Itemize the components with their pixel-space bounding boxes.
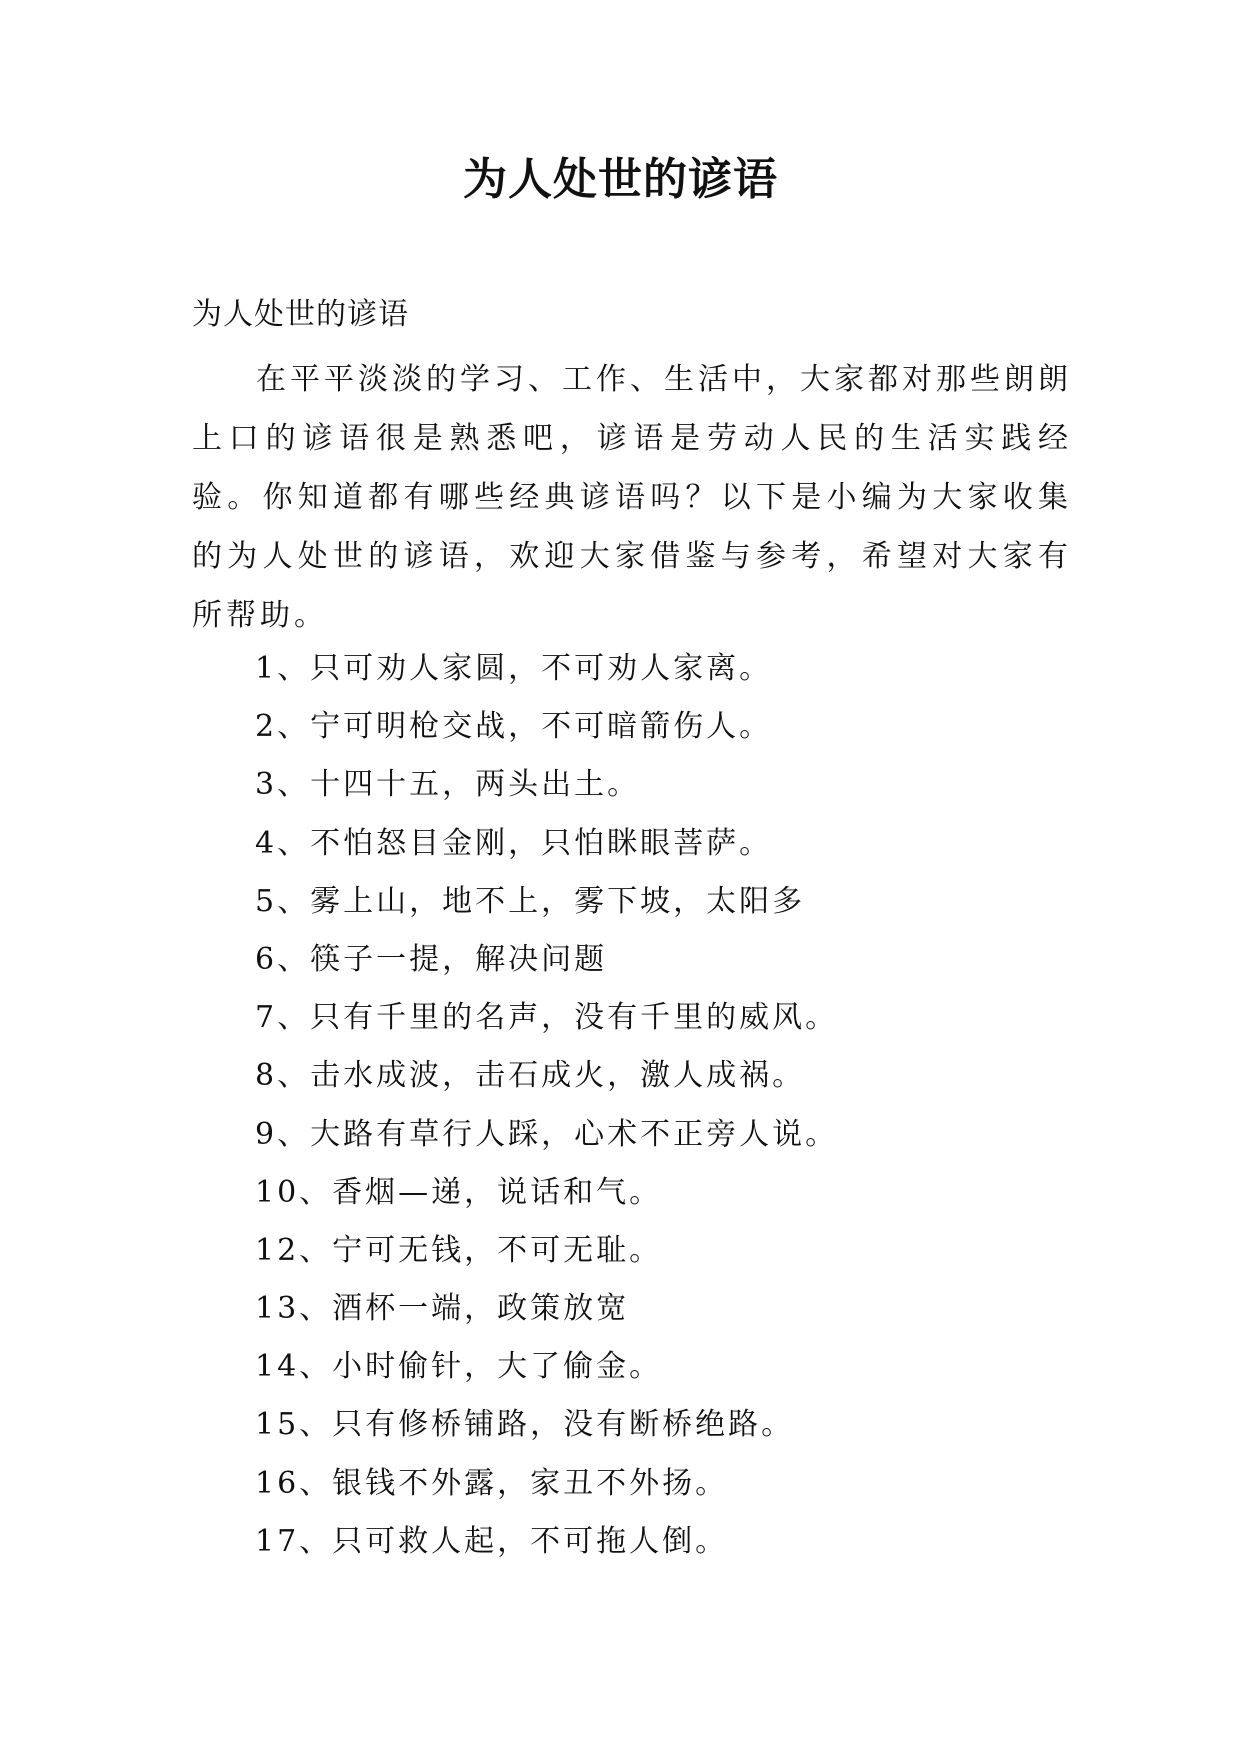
proverb-item: 10、香烟—递，说话和气。 [255,1174,663,1210]
proverb-item: 16、银钱不外露，家丑不外扬。 [255,1465,729,1501]
proverb-item: 17、只可救人起，不可拖人倒。 [255,1523,729,1559]
proverb-item: 7、只有千里的名声，没有千里的威风。 [255,1000,839,1036]
intro-paragraph: 在平平淡淡的学习、工作、生活中，大家都对那些朗朗上口的谚语很是熟悉吧，谚语是劳动人民的生活实践经验。你知道都有哪些经典谚语吗？以下是小编为大家收集的为人处世的谚语，欢迎大家借鉴与参考，希望对大家有所帮助。 [192,362,1072,633]
document-subtitle: 为人处世的谚语 [192,297,409,332]
proverb-item: 15、只有修桥铺路，没有断桥绝路。 [255,1407,795,1443]
proverb-item: 14、小时偷针，大了偷金。 [255,1349,663,1385]
proverb-item: 1、只可劝人家圆，不可劝人家离。 [255,651,773,686]
proverb-item: 9、大路有草行人踩，心术不正旁人说。 [255,1116,839,1152]
proverb-item: 13、酒杯一端，政策放宽 [255,1291,630,1327]
proverb-item: 3、十四十五，两头出土。 [255,767,641,803]
proverb-item: 6、筷子一提，解决问题 [255,941,608,977]
proverb-list [255,640,838,1571]
proverb-item: 8、击水成波，击石成火，激人成祸。 [255,1058,806,1094]
proverb-item: 4、不怕怒目金刚，只怕眯眼菩萨。 [255,825,773,861]
proverb-item: 5、雾上山，地不上，雾下坡，太阳多 [255,883,806,919]
proverb-item: 2、宁可明枪交战，不可暗箭伤人。 [255,709,773,745]
document-title: 为人处世的谚语 [463,154,778,205]
proverb-item: 12、宁可无钱，不可无耻。 [255,1232,663,1268]
